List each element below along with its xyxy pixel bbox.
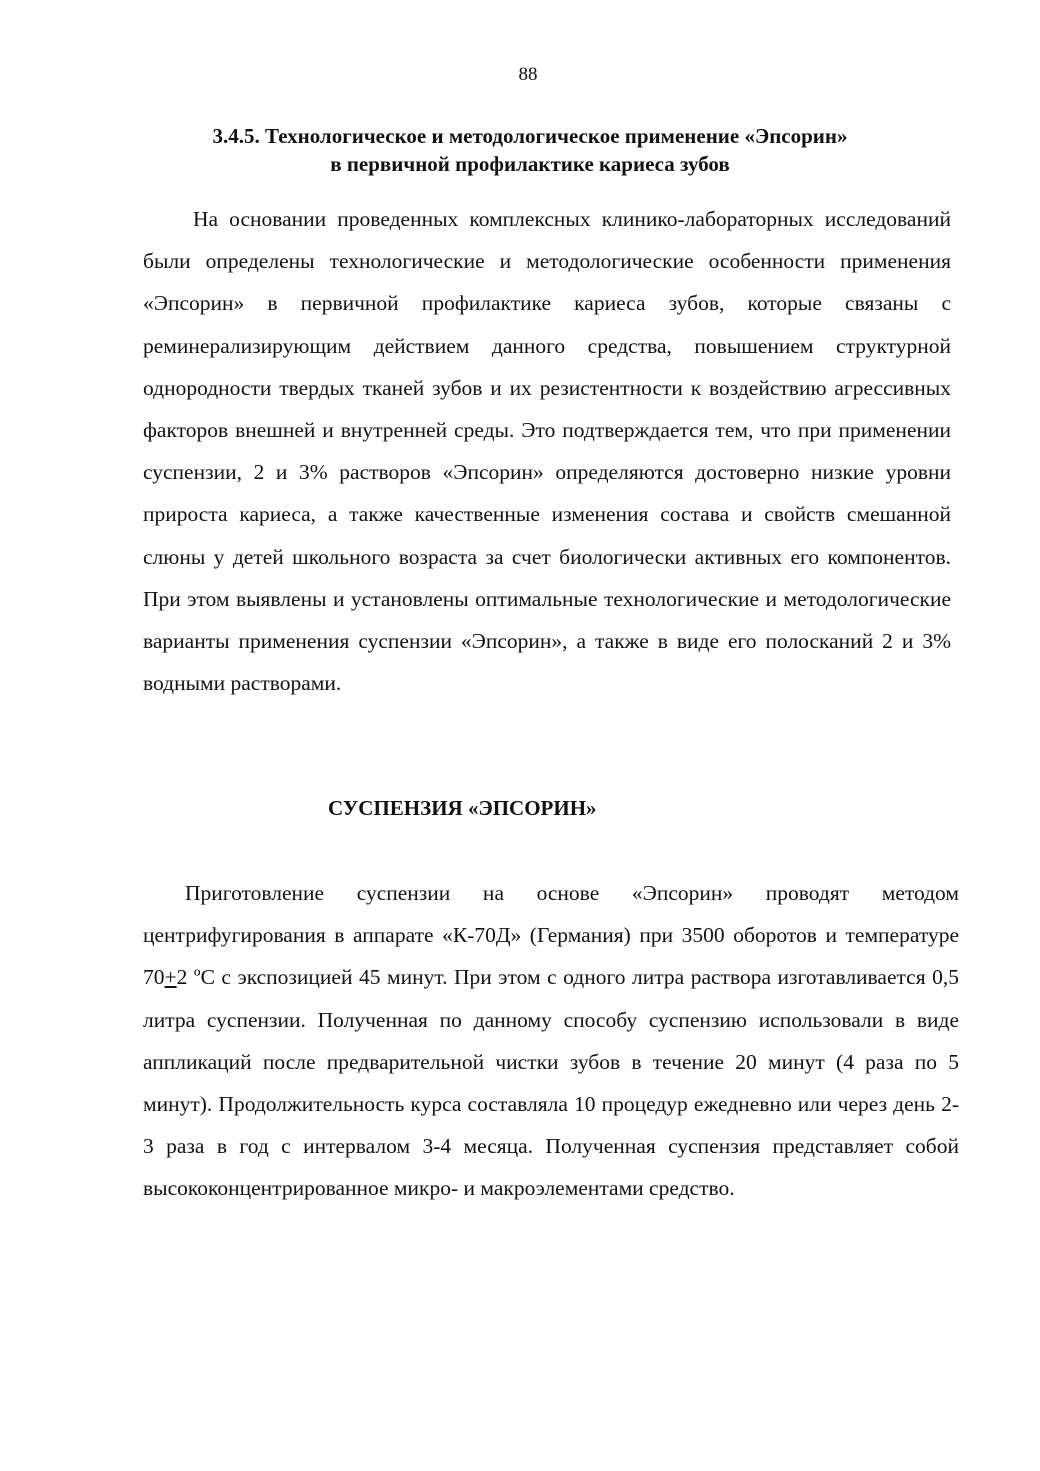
- suspension-text-part-2: 2 ºС с экспозицией 45 минут. При этом с одного литра раствора изготавливается 0,5 литра суспензии. Полученная по данному способу суспензию использовали в виде аппликаций после предварительной чистки зубов в течение 20 минут (4 раза по 5 минут). Продолжительность курса составляла 10 процедур ежедневно или через день 2-3 раза в год с интервалом 3-4 месяца. Полученная суспензия представляет собой высококонцентрированное микро- и макроэлементами средство.: [143, 965, 959, 1201]
- page-number: 88: [518, 64, 538, 85]
- suspension-text-part-1: Приготовление суспензии на основе «Эпсорин» проводят методом центрифугирования в аппарате «К-70Д» (Германия) при 3500 оборотов и температуре 70: [143, 881, 959, 990]
- suspension-paragraph: [143, 872, 959, 1210]
- plus-minus-sign: +: [164, 965, 177, 990]
- intro-paragraph: На основании проведенных комплексных клинико-лабораторных исследований были определены технологические и методологические особенности применения «Эпсорин» в первичной профилактике кариеса зубов, которые связаны с реминерализирующим действием данного средства, повышением структурной однородности твердых тканей зубов и их резистентности к воздействию агрессивных факторов внешней и внутренней среды. Это подтверждается тем, что при применении суспензии, 2 и 3% растворов «Эпсорин» определяются достоверно низкие уровни прироста кариеса, а также качественные изменения состава и свойств смешанной слюны у детей школьного возраста за счет биологически активных его компонентов. При этом выявлены и установлены оптимальные технологические и методологические варианты применения суспензии «Эпсорин», а также в виде его полосканий 2 и 3% водными растворами.: [143, 207, 951, 696]
- section-heading-line-2: в первичной профилактике кариеса зубов: [330, 152, 730, 176]
- section-heading-line-1: 3.4.5. Технологическое и методологическое применение «Эпсорин»: [212, 124, 848, 148]
- section-heading: [140, 122, 920, 178]
- suspension-heading: СУСПЕНЗИЯ «ЭПСОРИН»: [328, 796, 597, 820]
